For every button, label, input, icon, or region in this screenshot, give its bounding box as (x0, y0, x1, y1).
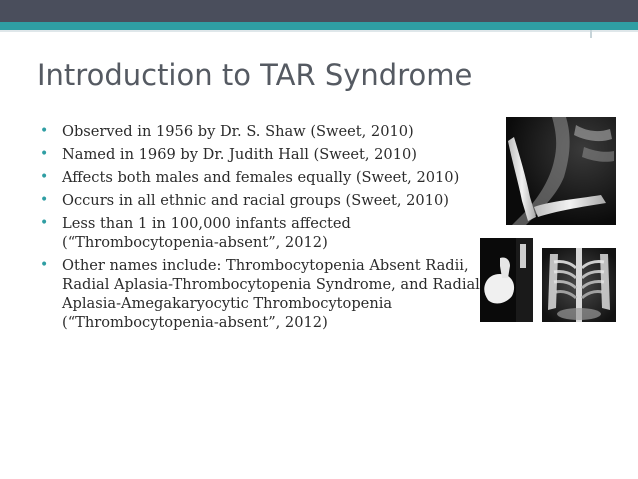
accent-bar (0, 22, 638, 30)
bullet-item: • Affects both males and females equally (Sweet, 2010) (40, 169, 460, 186)
bullet-marker: • (40, 169, 49, 185)
bullet-item: • Less than 1 in 100,000 infants affected (“Thrombocytopenia-absent”, 2012) (40, 215, 351, 251)
divider-tick (590, 30, 592, 38)
bullet-item: • Occurs in all ethnic and racial groups (Sweet, 2010) (40, 192, 449, 209)
bullet-marker: • (40, 146, 49, 162)
divider-line (0, 30, 638, 32)
bullet-item: • Other names include: Thrombocytopenia Absent Radii, Radial Aplasia-Thrombocytopenia Syndrome, and Radial Aplasia-Amegakaryocytic Thrombocytopenia (“Thrombocytopenia-absent”, 2012) (40, 257, 480, 331)
bullet-item: • Observed in 1956 by Dr. S. Shaw (Sweet, 2010) (40, 123, 414, 140)
bullet-list (38, 122, 498, 336)
xray-arm-image (506, 117, 616, 225)
bullet-item: • Named in 1969 by Dr. Judith Hall (Sweet, 2010) (40, 146, 417, 163)
bullet-marker: • (40, 257, 49, 273)
slide-title: Introduction to TAR Syndrome (37, 58, 473, 92)
bullet-marker: • (40, 215, 49, 231)
xray-chest-image (542, 248, 616, 322)
bullet-marker: • (40, 192, 49, 208)
bullet-marker: • (40, 123, 49, 139)
infant-arm-photo (480, 238, 533, 322)
header-bar (0, 0, 638, 22)
